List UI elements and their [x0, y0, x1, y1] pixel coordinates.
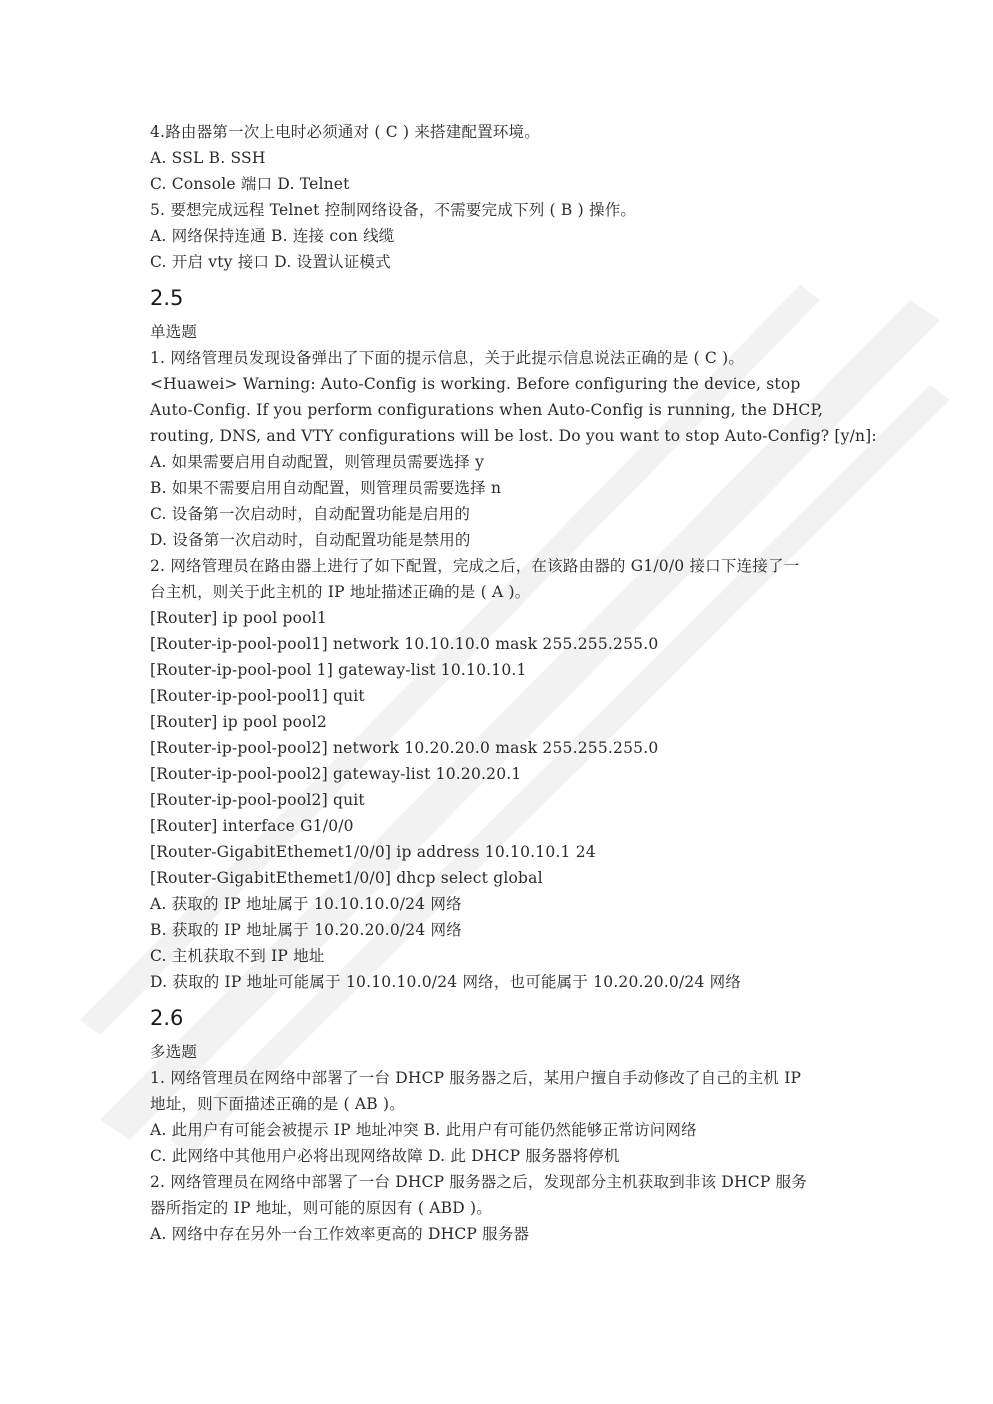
- text-line: 2. 网络管理员在路由器上进行了如下配置，完成之后，在该路由器的 G1/0/0 接口下连接了一: [150, 557, 800, 575]
- text-line: A. 网络保持连通 B. 连接 con 线缆: [150, 227, 395, 245]
- text-line: [Router-ip-pool-pool2] network 10.20.20.0 mask 255.255.255.0: [150, 739, 659, 757]
- document-body: [150, 119, 877, 1247]
- text-line: C. 主机获取不到 IP 地址: [150, 947, 325, 965]
- text-line: A. 此用户有可能会被提示 IP 地址冲突 B. 此用户有可能仍然能够正常访问网络: [150, 1121, 697, 1139]
- text-line: 多选题: [150, 1043, 198, 1061]
- text-line: 1. 网络管理员在网络中部署了一台 DHCP 服务器之后，某用户擅自手动修改了自己的主机 IP: [150, 1069, 802, 1087]
- text-line: A. SSL B. SSH: [150, 149, 266, 167]
- text-line: [Router-ip-pool-pool1] network 10.10.10.0 mask 255.255.255.0: [150, 635, 659, 653]
- text-line: [Router] ip pool pool2: [150, 713, 327, 731]
- text-line: [Router-GigabitEthemet1/0/0] dhcp select global: [150, 869, 543, 887]
- text-line: 4.路由器第一次上电时必须通对 ( C ) 来搭建配置环境。: [150, 123, 540, 141]
- text-line: routing, DNS, and VTY configurations will be lost. Do you want to stop Auto-Config? [y/n]:: [150, 427, 877, 445]
- text-line: C. 开启 vty 接口 D. 设置认证模式: [150, 253, 391, 271]
- text-line: [Router-ip-pool-pool2] gateway-list 10.20.20.1: [150, 765, 522, 783]
- text-line: [Router] ip pool pool1: [150, 609, 327, 627]
- text-line: D. 设备第一次启动时，自动配置功能是禁用的: [150, 531, 471, 549]
- section-heading: 2.5: [150, 286, 184, 310]
- text-line: A. 获取的 IP 地址属于 10.10.10.0/24 网络: [150, 895, 462, 913]
- text-line: 2. 网络管理员在网络中部署了一台 DHCP 服务器之后，发现部分主机获取到非该 DHCP 服务: [150, 1173, 807, 1191]
- text-line: 地址，则下面描述正确的是 ( AB )。: [150, 1095, 405, 1113]
- text-line: 单选题: [150, 323, 198, 341]
- text-line: A. 网络中存在另外一台工作效率更高的 DHCP 服务器: [150, 1225, 530, 1243]
- text-line: [Router] interface G1/0/0: [150, 817, 354, 835]
- text-line: [Router-GigabitEthemet1/0/0] ip address 10.10.10.1 24: [150, 843, 596, 861]
- text-line: <Huawei> Warning: Auto-Config is working. Before configuring the device, stop: [150, 375, 801, 393]
- text-line: 5. 要想完成远程 Telnet 控制网络设备，不需要完成下列 ( B ) 操作。: [150, 201, 637, 219]
- text-line: C. 设备第一次启动时，自动配置功能是启用的: [150, 505, 471, 523]
- text-line: C. 此网络中其他用户必将出现网络故障 D. 此 DHCP 服务器将停机: [150, 1147, 620, 1165]
- text-line: [Router-ip-pool-pool 1] gateway-list 10.10.10.1: [150, 661, 527, 679]
- text-line: [Router-ip-pool-pool2] quit: [150, 791, 365, 809]
- text-line: B. 获取的 IP 地址属于 10.20.20.0/24 网络: [150, 921, 462, 939]
- text-line: C. Console 端口 D. Telnet: [150, 175, 350, 193]
- text-line: B. 如果不需要启用自动配置，则管理员需要选择 n: [150, 479, 502, 497]
- text-line: [Router-ip-pool-pool1] quit: [150, 687, 365, 705]
- text-line: A. 如果需要启用自动配置，则管理员需要选择 y: [150, 453, 485, 471]
- text-line: 器所指定的 IP 地址，则可能的原因有 ( ABD )。: [150, 1199, 492, 1217]
- text-line: Auto-Config. If you perform configurations when Auto-Config is running, the DHCP,: [150, 401, 824, 419]
- text-line: 1. 网络管理员发现设备弹出了下面的提示信息，关于此提示信息说法正确的是 ( C )。: [150, 349, 745, 367]
- text-line: D. 获取的 IP 地址可能属于 10.10.10.0/24 网络，也可能属于 10.20.20.0/24 网络: [150, 973, 742, 991]
- text-line: 台主机，则关于此主机的 IP 地址描述正确的是 ( A )。: [150, 583, 531, 601]
- section-heading: 2.6: [150, 1006, 184, 1030]
